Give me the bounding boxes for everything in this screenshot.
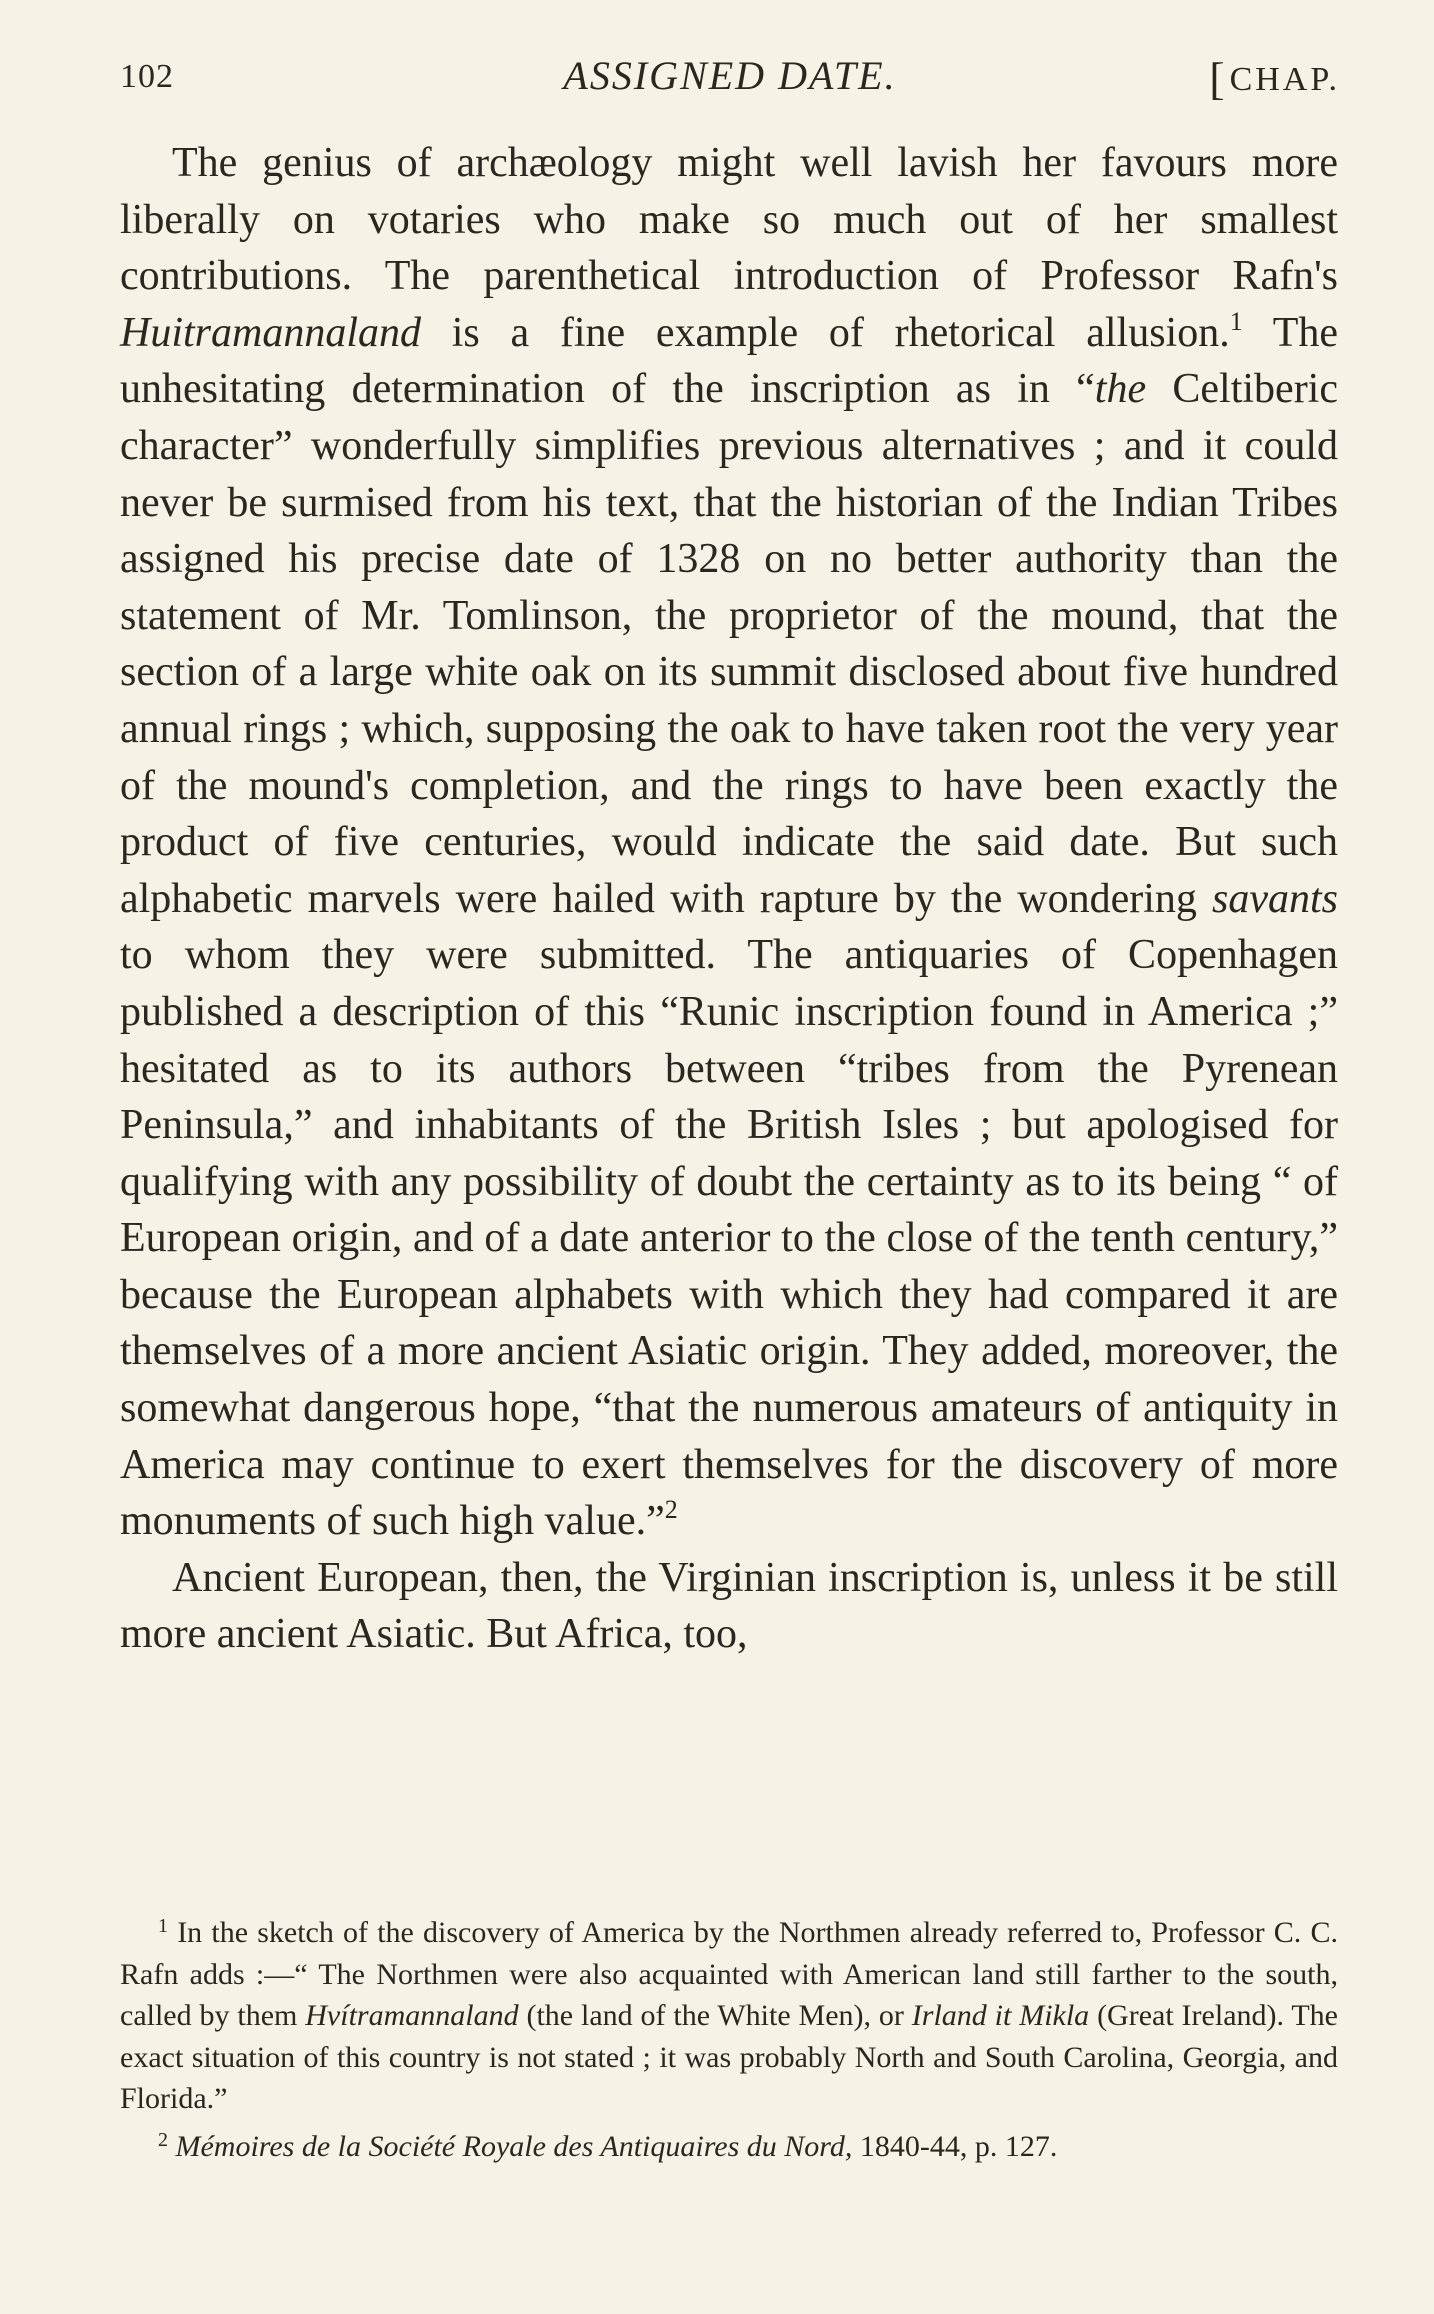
- paragraph-1: [120, 135, 1338, 1550]
- italic-run: Mémoires de la Société Royale des Antiquaires du Nord,: [175, 2129, 853, 2163]
- footnote-mark: 1: [158, 1915, 168, 1937]
- page-number: 102: [120, 58, 174, 95]
- footnote-2: [120, 2126, 1338, 2168]
- running-title: ASSIGNED DATE.: [563, 53, 897, 98]
- text-run: is a fine example of rhetorical allusion.: [421, 309, 1230, 356]
- text-run: 1840-44, p. 127.: [852, 2129, 1058, 2163]
- footnote-mark: 2: [158, 2128, 168, 2151]
- footnote-1: [120, 1912, 1338, 2120]
- text-run: The unhesitating determination of the inscription as in “: [120, 309, 1338, 413]
- text-run: Celtiberic character” wonderfully simplifies previous alternatives ; and it could never be surmised from his text, that the historian of the Indian Tribes assigned his precise date of 1328 on no better authority than the statement of Mr. Tomlinson, the proprietor of the mound, that the section of a large white oak on its summit disclosed about five hundred annual rings ; which, supposing the oak to have taken root the very year of the mound's completion, and the rings to have been exactly the product of five centuries, would indicate the said date. But such alphabetic marvels were hailed with rapture by the wondering: [120, 366, 1338, 922]
- italic-run: Huitramannaland: [120, 309, 422, 356]
- chapter-label: [1209, 52, 1340, 105]
- page-header: [120, 48, 1340, 108]
- text-run: (Great Ireland). The exact situation of this country is not stated ; it was probably North and South Carolina, Georgia, and Florida.”: [120, 1999, 1338, 2115]
- italic-run: savants: [1212, 875, 1338, 922]
- italic-run: the: [1094, 366, 1147, 413]
- footnotes: [120, 1912, 1338, 2173]
- italic-run: Hvítramannaland: [305, 1999, 519, 2032]
- chapter-text: CHAP.: [1229, 61, 1340, 98]
- text-run: to whom they were submitted. The antiquaries of Copenhagen published a description of this “Runic inscription found in America ;” hesitated as to its authors between “tribes from the Pyrenean Peninsula,” and inhabitants of the British Isles ; but apologised for qualifying with any possibility of doubt the certainty as to its being “ of European origin, and of a date anterior to the close of the tenth century,” because the European alphabets with which they had compared it are themselves of a more ancient Asiatic origin. They added, moreover, the somewhat dangerous hope, “that the numerous amateurs of antiquity in America may continue to exert themselves for the discovery of more monuments of such high value.”: [120, 932, 1338, 1545]
- paragraph-2: Ancient European, then, the Virginian inscription is, unless it be still more ancient Asiatic. But Africa, too,: [120, 1554, 1338, 1658]
- italic-run: Irland it Mikla: [911, 1999, 1090, 2032]
- text-run: (the land of the White Men), or: [518, 1999, 912, 2032]
- text-run: The genius of archæology might well lavish her favours more liberally on votaries who make so much out of her smallest contributions. The parenthetical introduction of Professor Rafn's: [120, 140, 1338, 300]
- body-text: [120, 135, 1338, 1663]
- footnote-ref-2: 2: [664, 1495, 678, 1525]
- footnote-ref-1: 1: [1229, 306, 1243, 336]
- chapter-bracket: [: [1209, 53, 1228, 104]
- text-run: In the sketch of the discovery of America by the Northmen already referred to, Professor C. C. Rafn adds :—“ The Northmen were also acquainted with American land still farther to the south, called by them: [120, 1916, 1338, 2032]
